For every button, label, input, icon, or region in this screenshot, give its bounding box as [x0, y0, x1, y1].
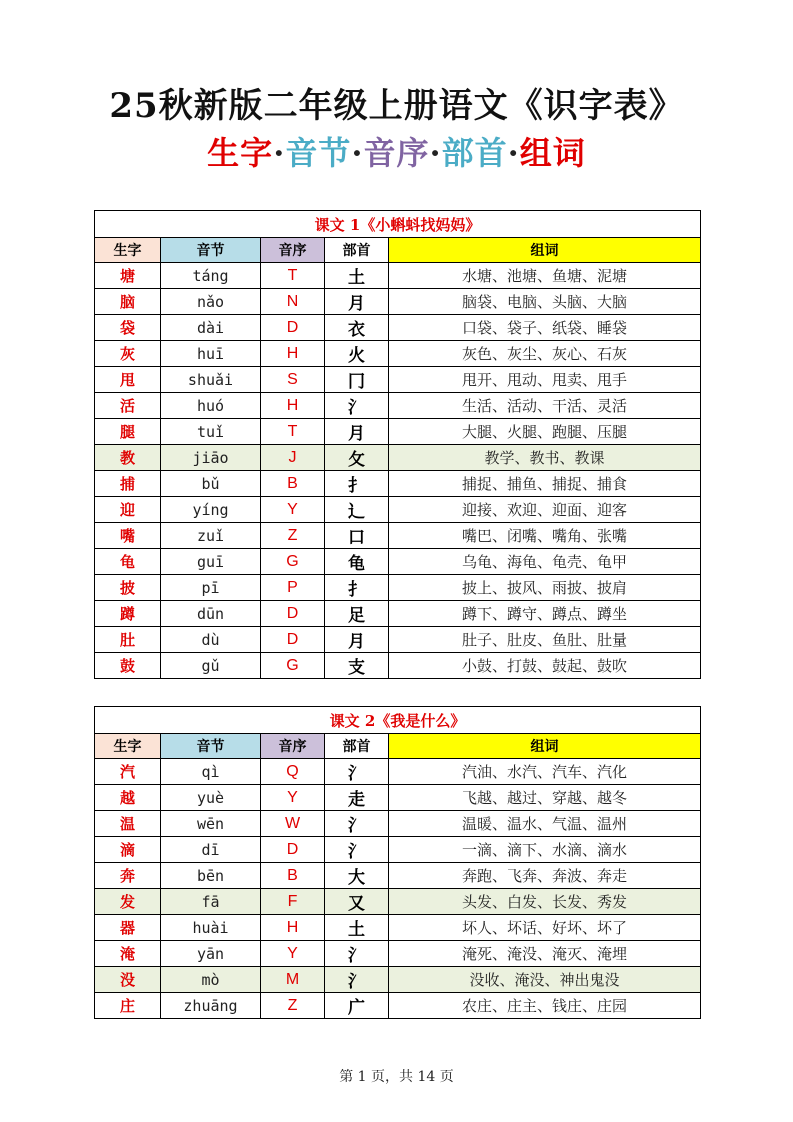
cell-words: 汽油、水汽、汽车、汽化: [389, 759, 701, 785]
cell-words: 水塘、池塘、鱼塘、泥塘: [389, 263, 701, 289]
cell-pinyin: yíng: [161, 497, 261, 523]
cell-char: 甩: [95, 367, 161, 393]
lesson-caption: 课文 1《小蝌蚪找妈妈》: [95, 211, 701, 238]
cell-char: 嘴: [95, 523, 161, 549]
cell-radical: 冂: [325, 367, 389, 393]
cell-initial: Q: [261, 759, 325, 785]
cell-radical: 衣: [325, 315, 389, 341]
cell-pinyin: tuǐ: [161, 419, 261, 445]
cell-char: 袋: [95, 315, 161, 341]
page-title: 25秋新版二年级上册语文《识字表》: [109, 86, 684, 126]
cell-pinyin: wēn: [161, 811, 261, 837]
cell-initial: H: [261, 393, 325, 419]
col-header-pinyin: 音节: [161, 238, 261, 263]
col-header-radical: 部首: [325, 734, 389, 759]
table-row: [95, 393, 701, 419]
table-row: [95, 471, 701, 497]
cell-char: 滴: [95, 837, 161, 863]
table-row: [95, 601, 701, 627]
cell-initial: P: [261, 575, 325, 601]
cell-words: 生活、活动、干活、灵活: [389, 393, 701, 419]
subtitle-separator: ·: [351, 134, 364, 172]
col-header-pinyin: 音节: [161, 734, 261, 759]
cell-initial: J: [261, 445, 325, 471]
cell-char: 活: [95, 393, 161, 419]
subtitle-part: 音节: [285, 134, 352, 172]
cell-initial: H: [261, 341, 325, 367]
cell-words: 甩开、甩动、甩卖、甩手: [389, 367, 701, 393]
cell-pinyin: qì: [161, 759, 261, 785]
cell-initial: T: [261, 419, 325, 445]
table-row: [95, 993, 701, 1019]
table-row: [95, 289, 701, 315]
cell-initial: Z: [261, 523, 325, 549]
col-header-radical: 部首: [325, 238, 389, 263]
cell-initial: Z: [261, 993, 325, 1019]
cell-initial: F: [261, 889, 325, 915]
table-row: [95, 967, 701, 993]
cell-pinyin: huó: [161, 393, 261, 419]
subtitle-part: 组词: [519, 134, 586, 172]
cell-radical: 氵: [325, 967, 389, 993]
cell-radical: 攵: [325, 445, 389, 471]
cell-radical: 氵: [325, 811, 389, 837]
cell-pinyin: jiāo: [161, 445, 261, 471]
cell-char: 没: [95, 967, 161, 993]
table-row: [95, 575, 701, 601]
cell-char: 塘: [95, 263, 161, 289]
cell-words: 口袋、袋子、纸袋、睡袋: [389, 315, 701, 341]
cell-radical: 口: [325, 523, 389, 549]
cell-radical: 扌: [325, 471, 389, 497]
cell-initial: D: [261, 601, 325, 627]
table-row: [95, 263, 701, 289]
table-row: [95, 653, 701, 679]
table-row: [95, 549, 701, 575]
cell-radical: 氵: [325, 759, 389, 785]
cell-words: 披上、披风、雨披、披肩: [389, 575, 701, 601]
cell-initial: T: [261, 263, 325, 289]
cell-pinyin: zuǐ: [161, 523, 261, 549]
cell-pinyin: dài: [161, 315, 261, 341]
cell-pinyin: guī: [161, 549, 261, 575]
cell-char: 脑: [95, 289, 161, 315]
table-row: [95, 811, 701, 837]
table-row: [95, 915, 701, 941]
table-row: [95, 445, 701, 471]
page-subtitle: [0, 128, 793, 174]
cell-words: 坏人、坏话、好坏、坏了: [389, 915, 701, 941]
cell-words: 捕捉、捕鱼、捕捉、捕食: [389, 471, 701, 497]
table-row: [95, 863, 701, 889]
cell-char: 腿: [95, 419, 161, 445]
cell-pinyin: pī: [161, 575, 261, 601]
subtitle-part: 部首: [441, 134, 508, 172]
cell-radical: 支: [325, 653, 389, 679]
col-header-initial: 音序: [261, 734, 325, 759]
cell-initial: W: [261, 811, 325, 837]
cell-char: 教: [95, 445, 161, 471]
cell-initial: S: [261, 367, 325, 393]
table-row: [95, 941, 701, 967]
cell-words: 温暖、温水、气温、温州: [389, 811, 701, 837]
cell-words: 蹲下、蹲守、蹲点、蹲坐: [389, 601, 701, 627]
subtitle-separator: ·: [273, 134, 286, 172]
cell-char: 器: [95, 915, 161, 941]
cell-words: 农庄、庄主、钱庄、庄园: [389, 993, 701, 1019]
table-row: [95, 889, 701, 915]
table-row: [95, 315, 701, 341]
cell-pinyin: huī: [161, 341, 261, 367]
cell-initial: M: [261, 967, 325, 993]
cell-char: 发: [95, 889, 161, 915]
lesson-table: [94, 706, 701, 1019]
cell-pinyin: huài: [161, 915, 261, 941]
subtitle-separator: ·: [429, 134, 442, 172]
cell-initial: B: [261, 471, 325, 497]
cell-pinyin: gǔ: [161, 653, 261, 679]
cell-char: 庄: [95, 993, 161, 1019]
cell-initial: D: [261, 627, 325, 653]
cell-initial: Y: [261, 941, 325, 967]
cell-initial: G: [261, 653, 325, 679]
table-row: [95, 419, 701, 445]
cell-initial: H: [261, 915, 325, 941]
cell-radical: 月: [325, 419, 389, 445]
cell-words: 头发、白发、长发、秀发: [389, 889, 701, 915]
cell-char: 蹲: [95, 601, 161, 627]
cell-words: 迎接、欢迎、迎面、迎客: [389, 497, 701, 523]
cell-char: 龟: [95, 549, 161, 575]
cell-radical: 土: [325, 263, 389, 289]
cell-initial: Y: [261, 785, 325, 811]
cell-char: 鼓: [95, 653, 161, 679]
cell-pinyin: zhuāng: [161, 993, 261, 1019]
cell-pinyin: dūn: [161, 601, 261, 627]
cell-initial: N: [261, 289, 325, 315]
cell-words: 教学、教书、教课: [389, 445, 701, 471]
table-row: [95, 837, 701, 863]
cell-char: 温: [95, 811, 161, 837]
cell-radical: 辶: [325, 497, 389, 523]
cell-words: 大腿、火腿、跑腿、压腿: [389, 419, 701, 445]
cell-radical: 土: [325, 915, 389, 941]
cell-pinyin: nǎo: [161, 289, 261, 315]
table-row: [95, 627, 701, 653]
cell-pinyin: yuè: [161, 785, 261, 811]
cell-initial: Y: [261, 497, 325, 523]
cell-initial: D: [261, 315, 325, 341]
table-row: [95, 497, 701, 523]
cell-char: 迎: [95, 497, 161, 523]
cell-char: 披: [95, 575, 161, 601]
cell-words: 脑袋、电脑、头脑、大脑: [389, 289, 701, 315]
cell-radical: 又: [325, 889, 389, 915]
cell-char: 灰: [95, 341, 161, 367]
cell-pinyin: yān: [161, 941, 261, 967]
cell-pinyin: bǔ: [161, 471, 261, 497]
col-header-words: 组词: [389, 238, 701, 263]
cell-char: 汽: [95, 759, 161, 785]
cell-initial: B: [261, 863, 325, 889]
cell-pinyin: dī: [161, 837, 261, 863]
cell-words: 嘴巴、闭嘴、嘴角、张嘴: [389, 523, 701, 549]
table-row: [95, 759, 701, 785]
cell-words: 奔跑、飞奔、奔波、奔走: [389, 863, 701, 889]
col-header-char: 生字: [95, 238, 161, 263]
cell-radical: 大: [325, 863, 389, 889]
lesson-caption: 课文 2《我是什么》: [95, 707, 701, 734]
subtitle-part: 生字: [207, 134, 274, 172]
page-footer: 第 1 页，共 14 页: [339, 1069, 454, 1085]
cell-pinyin: shuǎi: [161, 367, 261, 393]
cell-radical: 龟: [325, 549, 389, 575]
cell-char: 奔: [95, 863, 161, 889]
cell-pinyin: mò: [161, 967, 261, 993]
table-row: [95, 341, 701, 367]
cell-pinyin: fā: [161, 889, 261, 915]
cell-words: 小鼓、打鼓、鼓起、鼓吹: [389, 653, 701, 679]
lesson-table: [94, 210, 701, 679]
cell-initial: D: [261, 837, 325, 863]
cell-words: 肚子、肚皮、鱼肚、肚量: [389, 627, 701, 653]
subtitle-part: 音序: [363, 134, 430, 172]
table-row: [95, 785, 701, 811]
table-row: [95, 367, 701, 393]
col-header-char: 生字: [95, 734, 161, 759]
cell-initial: G: [261, 549, 325, 575]
cell-radical: 氵: [325, 393, 389, 419]
cell-words: 飞越、越过、穿越、越冬: [389, 785, 701, 811]
cell-words: 没收、淹没、神出鬼没: [389, 967, 701, 993]
cell-char: 捕: [95, 471, 161, 497]
cell-pinyin: bēn: [161, 863, 261, 889]
cell-radical: 月: [325, 289, 389, 315]
cell-pinyin: dù: [161, 627, 261, 653]
cell-pinyin: táng: [161, 263, 261, 289]
cell-char: 肚: [95, 627, 161, 653]
cell-char: 越: [95, 785, 161, 811]
cell-radical: 足: [325, 601, 389, 627]
cell-radical: 火: [325, 341, 389, 367]
cell-words: 灰色、灰尘、灰心、石灰: [389, 341, 701, 367]
col-header-words: 组词: [389, 734, 701, 759]
subtitle-separator: ·: [507, 134, 520, 172]
cell-words: 淹死、淹没、淹灭、淹埋: [389, 941, 701, 967]
cell-radical: 氵: [325, 837, 389, 863]
cell-radical: 月: [325, 627, 389, 653]
cell-radical: 走: [325, 785, 389, 811]
cell-radical: 广: [325, 993, 389, 1019]
cell-words: 一滴、滴下、水滴、滴水: [389, 837, 701, 863]
cell-words: 乌龟、海龟、龟壳、龟甲: [389, 549, 701, 575]
col-header-initial: 音序: [261, 238, 325, 263]
cell-radical: 扌: [325, 575, 389, 601]
cell-radical: 氵: [325, 941, 389, 967]
table-row: [95, 523, 701, 549]
cell-char: 淹: [95, 941, 161, 967]
